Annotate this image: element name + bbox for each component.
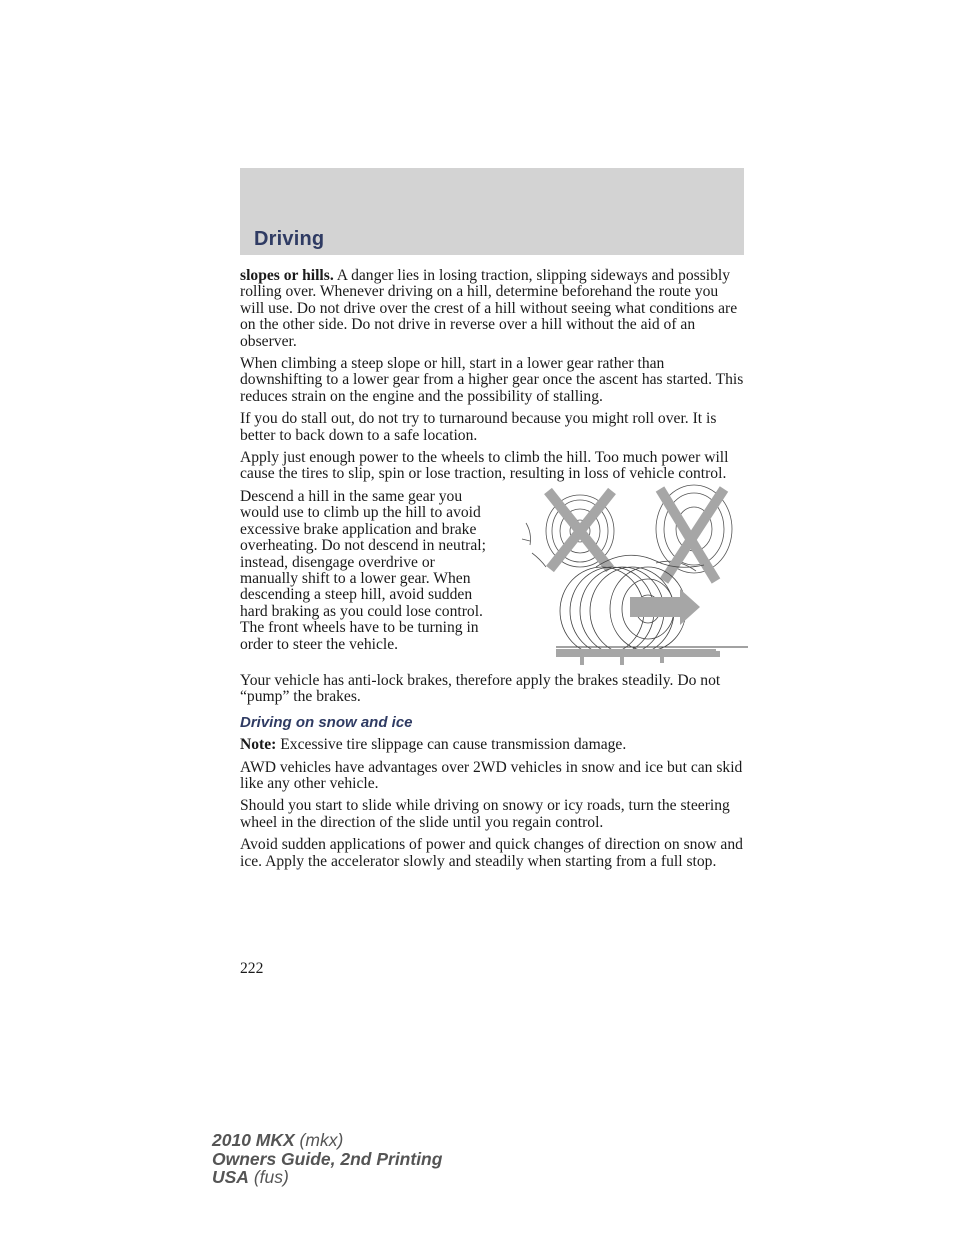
- footer-region: USA: [212, 1167, 249, 1187]
- paragraph-text: A danger lies in losing traction, slipping sideways and possibly rolling over. Whenever driving on a hill, determine beforehand the route you will use. Do not drive over the crest of a hill without seeing what conditions are on the other side. Do not drive in reverse over a hill without the aid of an observer.: [240, 267, 738, 350]
- paragraph-climbing: When climbing a steep slope or hill, start in a lower gear rather than downshifting to a lower gear from a higher gear once the ascent has started. This reduces strain on the engine and the possibility of stalling.: [240, 355, 744, 405]
- paragraph-awd: AWD vehicles have advantages over 2WD vehicles in snow and ice but can skid like any other vehicle.: [240, 758, 743, 792]
- paragraph-power: Apply just enough power to the wheels to climb the hill. Too much power will cause the tires to slip, spin or lose traction, resulting in loss of vehicle control.: [240, 449, 729, 483]
- section-header: [240, 168, 744, 255]
- paragraph-descend: Descend a hill in the same gear you would use to climb up the hill to avoid excessive brake application and brake overheating. Do not descend in neutral; instead, disengage overdrive or manually shift to a lower gear. When descending a steep hill, avoid sudden hard braking as you could lose control. The front wheels have to be turning in order to steer the vehicle.: [240, 487, 486, 653]
- descend-section: [240, 489, 746, 673]
- footer-region-line: [212, 1168, 442, 1187]
- subheading-snow-ice: Driving on snow and ice: [240, 713, 413, 731]
- lead-phrase: slopes or hills.: [240, 267, 334, 284]
- wheel-traction-illustration: [512, 483, 752, 673]
- paragraph-slide: Should you start to slide while driving on snowy or icy roads, turn the steering wheel in the direction of the slide until you regain control.: [240, 797, 730, 831]
- note-paragraph: [240, 737, 746, 753]
- document-footer: [212, 1131, 442, 1187]
- note-label: Note:: [240, 736, 277, 754]
- footer-guide-line: Owners Guide, 2nd Printing: [212, 1148, 443, 1169]
- paragraph-slopes: [240, 268, 746, 350]
- section-title: Driving: [254, 228, 325, 250]
- page-number: 222: [240, 960, 264, 977]
- footer-model-line: [212, 1131, 442, 1150]
- paragraph-accelerate: Avoid sudden applications of power and quick changes of direction on snow and ice. Apply the accelerator slowly and steadily when starting from a full stop.: [240, 836, 743, 870]
- footer-region-code: (fus): [248, 1167, 289, 1187]
- page-content: [240, 268, 746, 876]
- footer-model-code: (mkx): [294, 1130, 344, 1150]
- note-text: Excessive tire slippage can cause transmission damage.: [276, 736, 627, 754]
- footer-model: 2010 MKX: [212, 1130, 295, 1150]
- paragraph-abs: Your vehicle has anti-lock brakes, therefore apply the brakes steadily. Do not “pump” the brakes.: [240, 671, 721, 706]
- paragraph-stall: If you do stall out, do not try to turnaround because you might roll over. It is better to back down to a safe location.: [240, 410, 717, 444]
